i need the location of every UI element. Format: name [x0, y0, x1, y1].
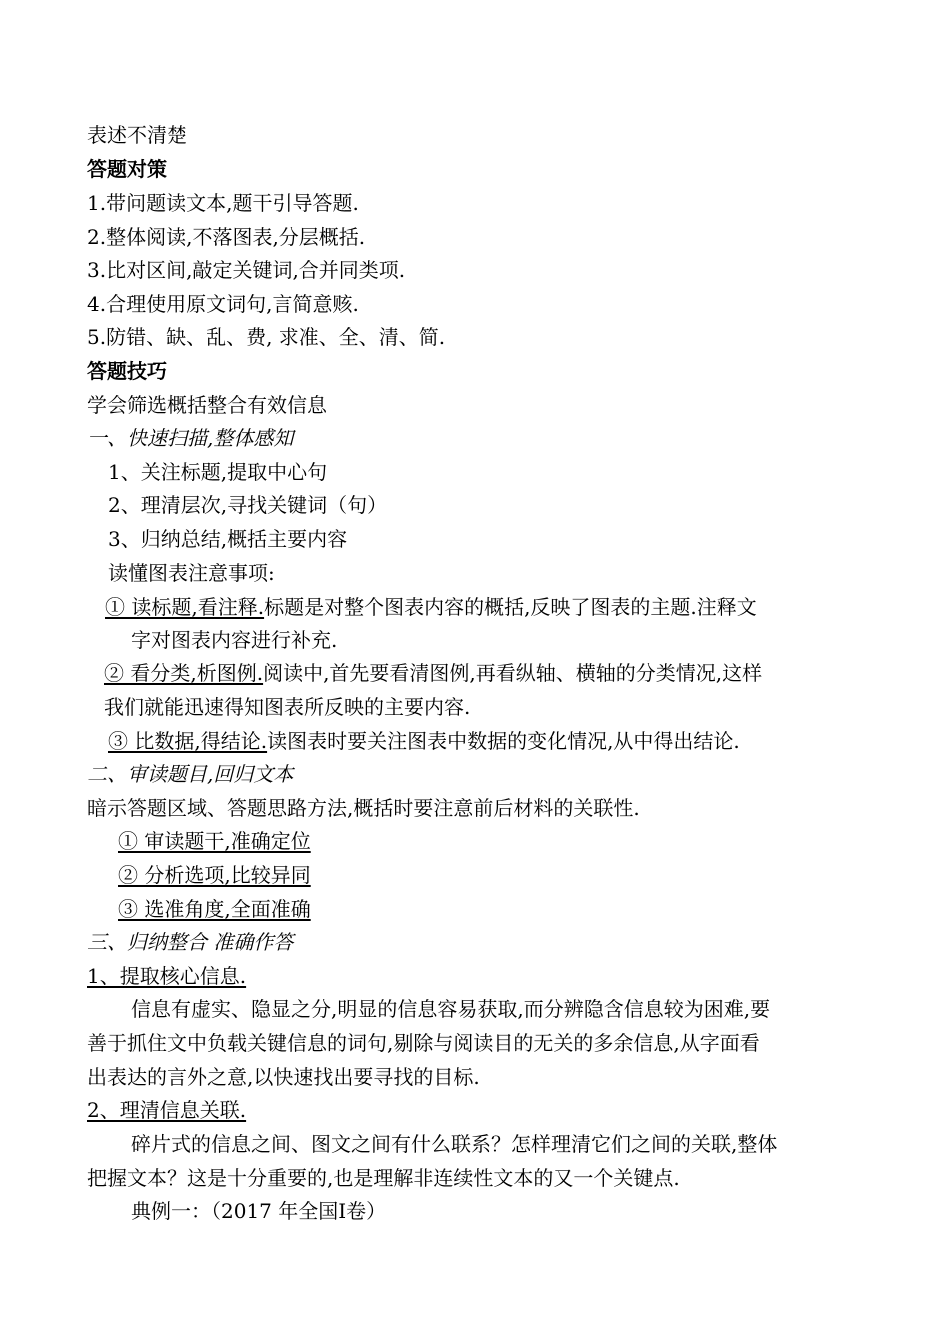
- strategy-item: 5.防错、缺、乱、费, 求准、全、清、简.: [87, 325, 446, 349]
- section-heading: 三、归纳整合 准确作答: [87, 930, 294, 954]
- note-title: ① 读标题,看注释.: [105, 595, 265, 619]
- note-continuation: 我们就能迅速得知图表所反映的主要内容.: [104, 695, 471, 719]
- paragraph-line: 出表达的言外之意,以快速找出要寻找的目标.: [87, 1065, 480, 1089]
- section-heading: 二、审读题目,回归文本: [87, 762, 294, 786]
- note-line: [104, 659, 762, 687]
- list-item: ① 审读题干,准确定位: [118, 829, 311, 853]
- note-title: ② 看分类,析图例.: [104, 661, 264, 685]
- strategy-item: 4.合理使用原文词句,言简意赅.: [87, 292, 359, 316]
- text-line: 表述不清楚: [87, 123, 187, 147]
- paragraph-line: 把握文本？这是十分重要的,也是理解非连续性文本的又一个关键点.: [87, 1166, 680, 1190]
- note-continuation: 字对图表内容进行补充.: [131, 628, 338, 652]
- heading-strategy: 答题对策: [87, 157, 167, 181]
- strategy-item: 2.整体阅读,不落图表,分层概括.: [87, 225, 366, 249]
- list-item: 3、归纳总结,概括主要内容: [108, 527, 348, 551]
- note-text: 阅读中,首先要看清图例,再看纵轴、横轴的分类情况,这样: [263, 661, 763, 685]
- section-intro: 暗示答题区域、答题思路方法,概括时要注意前后材料的关联性.: [87, 796, 640, 820]
- paragraph-line: 信息有虚实、隐显之分,明显的信息容易获取,而分辨隐含信息较为困难,要: [131, 997, 771, 1021]
- paragraph-line: 善于抓住文中负载关键信息的词句,剔除与阅读目的无关的多余信息,从字面看: [87, 1031, 760, 1055]
- section-heading: 一、快速扫描,整体感知: [87, 426, 294, 450]
- skill-intro: 学会筛选概括整合有效信息: [87, 393, 327, 417]
- note-title: ③ 比数据,得结论.: [108, 729, 268, 753]
- list-item: 2、理清层次,寻找关键词（句）: [108, 493, 388, 517]
- note-line: [105, 593, 757, 621]
- paragraph-line: 碎片式的信息之间、图文之间有什么联系？怎样理清它们之间的关联,整体: [131, 1132, 778, 1156]
- note-text: 读图表时要关注图表中数据的变化情况,从中得出结论.: [267, 729, 740, 753]
- example-label: 典例一：（2017 年全国Ⅰ卷）: [131, 1199, 387, 1223]
- note-text: 标题是对整个图表内容的概括,反映了图表的主题.注释文: [264, 595, 757, 619]
- strategy-item: 1.带问题读文本,题干引导答题.: [87, 191, 359, 215]
- list-item: ② 分析选项,比较异同: [118, 863, 311, 887]
- subsection-title: 1、提取核心信息.: [87, 964, 247, 988]
- list-item: 1、关注标题,提取中心句: [108, 460, 328, 484]
- strategy-item: 3.比对区间,敲定关键词,合并同类项.: [87, 258, 406, 282]
- list-item: ③ 选准角度,全面准确: [118, 897, 311, 921]
- subsection-title: 2、理清信息关联.: [87, 1098, 247, 1122]
- note-line: [108, 727, 740, 755]
- heading-skill: 答题技巧: [87, 359, 167, 383]
- chart-notes-label: 读懂图表注意事项:: [108, 561, 275, 585]
